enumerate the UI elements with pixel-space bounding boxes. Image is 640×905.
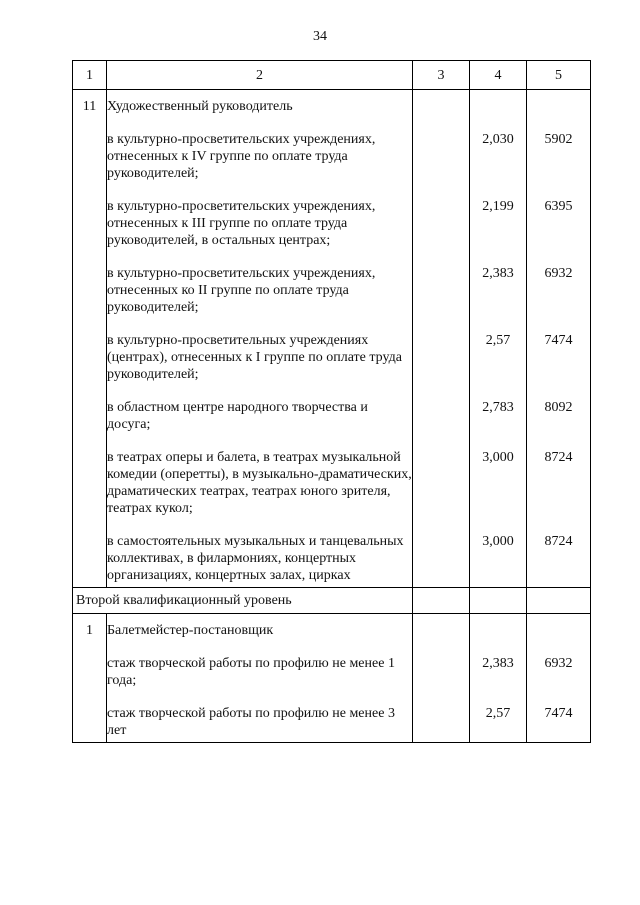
- header-col-4: 4: [470, 61, 527, 90]
- position-title: Балетмейстер-постановщик: [107, 613, 413, 639]
- table-row: [73, 115, 591, 182]
- row-text: в самостоятельных музыкальных и танцевальных коллективах, в филармониях, концертных организациях, концертных залах, цирках: [107, 517, 413, 584]
- row-salary: 5902: [527, 115, 591, 182]
- row-salary: 6932: [527, 249, 591, 316]
- row-text: в областном центре народного творчества и досуга;: [107, 383, 413, 433]
- table-row: [73, 517, 591, 584]
- row-salary: 7474: [527, 689, 591, 743]
- table-row: [73, 249, 591, 316]
- table-row: [73, 433, 591, 517]
- position-number: 11: [73, 90, 107, 116]
- header-col-1: 1: [73, 61, 107, 90]
- position-title: Художественный руководитель: [107, 90, 413, 116]
- row-coefficient: 2,030: [470, 115, 527, 182]
- row-coefficient: 2,57: [470, 689, 527, 743]
- row-salary: 8724: [527, 517, 591, 584]
- row-salary: 7474: [527, 316, 591, 383]
- row-text: в культурно-просветительских учреждениях, отнесенных к IV группе по оплате труда руководителей;: [107, 115, 413, 182]
- row-coefficient: 2,783: [470, 383, 527, 433]
- section-heading-row: [73, 587, 591, 613]
- row-text: в театрах оперы и балета, в театрах музыкальной комедии (оперетты), в музыкально-драматических, драматических театрах, театрах юного зрителя, театрах кукол;: [107, 433, 413, 517]
- row-text: стаж творческой работы по профилю не менее 1 года;: [107, 639, 413, 689]
- row-coefficient: 2,383: [470, 639, 527, 689]
- row-coefficient: 3,000: [470, 433, 527, 517]
- table-row: [73, 182, 591, 249]
- header-col-3: 3: [413, 61, 470, 90]
- row-text: стаж творческой работы по профилю не менее 3 лет: [107, 689, 413, 743]
- row-salary: 6395: [527, 182, 591, 249]
- section-title: Второй квалификационный уровень: [73, 587, 413, 613]
- row-coefficient: 2,383: [470, 249, 527, 316]
- table-row: [73, 383, 591, 433]
- position-title-row: [73, 90, 591, 116]
- position-title-row: [73, 613, 591, 639]
- table-row: [73, 639, 591, 689]
- row-coefficient: 3,000: [470, 517, 527, 584]
- row-text: в культурно-просветительских учреждениях, отнесенных к III группе по оплате труда руководителей, в остальных центрах;: [107, 182, 413, 249]
- page-number: 34: [313, 29, 327, 44]
- table-row: [73, 316, 591, 383]
- row-salary: 8724: [527, 433, 591, 517]
- row-text: в культурно-просветительных учреждениях (центрах), отнесенных к I группе по оплате труда руководителей;: [107, 316, 413, 383]
- header-col-2: 2: [107, 61, 413, 90]
- header-col-5: 5: [527, 61, 591, 90]
- row-coefficient: 2,57: [470, 316, 527, 383]
- table-row: [73, 689, 591, 743]
- row-coefficient: 2,199: [470, 182, 527, 249]
- row-salary: 6932: [527, 639, 591, 689]
- header-row: [73, 61, 591, 90]
- position-number: 1: [73, 613, 107, 639]
- row-salary: 8092: [527, 383, 591, 433]
- row-text: в культурно-просветительских учреждениях, отнесенных ко II группе по оплате труда руководителей;: [107, 249, 413, 316]
- salary-table: [72, 60, 591, 743]
